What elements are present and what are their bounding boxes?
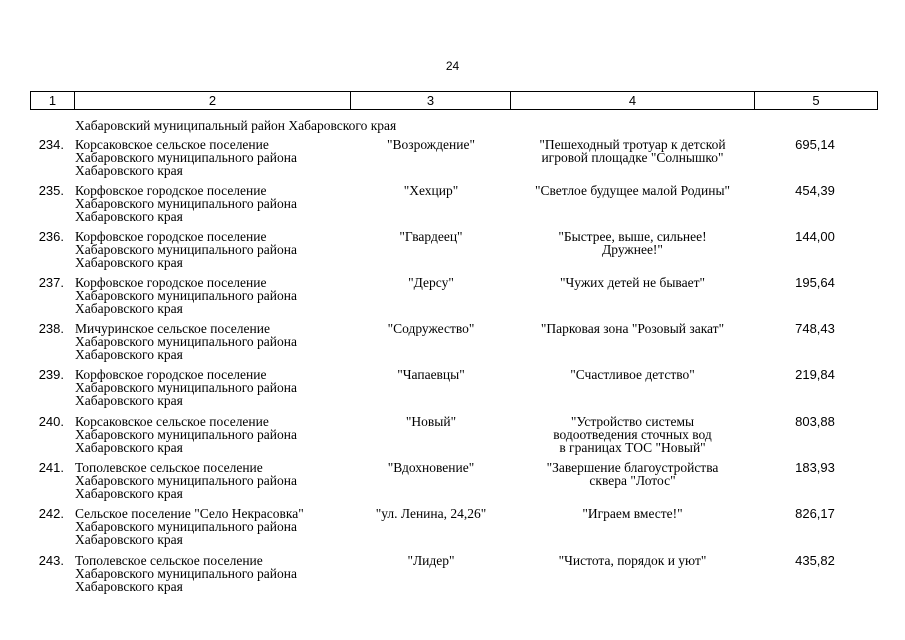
settlement-name [75,415,350,454]
project-name [511,230,754,256]
project-name-line: "Чистота, порядок и уют" [558,553,707,568]
tos-name: "Гвардеец" [399,229,463,244]
settlement-name-line: Корфовское городское поселение [75,183,267,198]
project-name-line: "Чужих детей не бывает" [559,275,705,290]
settlement-name [75,276,350,315]
tos-name: "ул. Ленина, 24,26" [375,506,487,521]
grant-amount: 454,39 [795,183,835,198]
settlement-name-line: Хабаровского муниципального района [75,473,297,488]
settlement-name [75,138,350,177]
project-name [511,138,754,164]
settlement-name-line: Корфовское городское поселение [75,275,267,290]
grant-amount: 695,14 [795,137,835,152]
tos-name: "Хехцир" [403,183,459,198]
grant-amount: 183,93 [795,460,835,475]
settlement-name [75,461,350,500]
settlement-name-line: Хабаровского края [75,440,183,455]
tos-name: "Дерсу" [408,275,454,290]
header-col-1: 1 [31,92,75,110]
settlement-name-line: Хабаровского муниципального района [75,380,297,395]
tos-name: "Чапаевцы" [397,367,465,382]
settlement-name [75,368,350,407]
settlement-name-line: Хабаровского муниципального района [75,242,297,257]
project-name-line: "Играем вместе!" [582,506,683,521]
project-name [511,276,754,289]
header-col-2: 2 [75,92,351,110]
tos-name: "Новый" [405,414,457,429]
row-number: 239. [38,367,64,382]
project-name [511,184,754,197]
settlement-name-line: Хабаровского муниципального района [75,566,297,581]
grant-amount: 748,43 [795,321,835,336]
grant-amount: 219,84 [795,367,835,382]
row-number: 235. [38,183,64,198]
header-col-5: 5 [755,92,878,110]
row-number: 242. [38,506,64,521]
row-number: 234. [38,137,64,152]
settlement-name-line: Хабаровского муниципального района [75,334,297,349]
settlement-name-line: Корфовское городское поселение [75,367,267,382]
settlement-name-line: Хабаровского края [75,486,183,501]
settlement-name-line: Хабаровского края [75,255,183,270]
region-title: Хабаровский муниципальный район Хабаровского края [75,118,397,133]
project-name [511,554,754,567]
settlement-name-line: Корсаковское сельское поселение [75,137,269,152]
row-number: 237. [38,275,64,290]
settlement-name-line: Хабаровского края [75,301,183,316]
tos-name: "Возрождение" [387,137,475,152]
project-name-line: "Завершение благоустройства [546,460,719,475]
project-name-line: водоотведения сточных вод [553,427,712,442]
settlement-name-line: Корфовское городское поселение [75,229,267,244]
row-number: 238. [38,321,64,336]
settlement-name-line: Хабаровского края [75,209,183,224]
project-name [511,415,754,454]
header-col-4: 4 [511,92,755,110]
grant-amount: 435,82 [795,553,835,568]
row-number: 240. [38,414,64,429]
project-name-line: в границах ТОС "Новый" [559,440,706,455]
settlement-name [75,322,350,361]
settlement-name-line: Хабаровского края [75,579,183,594]
project-name-line: игровой площадке "Солнышко" [541,150,724,165]
settlement-name-line: Тополевское сельское поселение [75,460,263,475]
grant-amount: 195,64 [795,275,835,290]
grant-amount: 144,00 [795,229,835,244]
row-number: 243. [38,553,64,568]
settlement-name-line: Хабаровского муниципального района [75,150,297,165]
tos-name: "Содружество" [387,321,475,336]
settlement-name-line: Хабаровского муниципального района [75,288,297,303]
settlement-name-line: Хабаровского муниципального района [75,519,297,534]
settlement-name-line: Хабаровского края [75,347,183,362]
header-col-3: 3 [351,92,511,110]
project-name-line: "Парковая зона "Розовый закат" [540,321,725,336]
settlement-name-line: Хабаровского края [75,532,183,547]
project-name-line: сквера "Лотос" [589,473,676,488]
settlement-name-line: Мичуринское сельское поселение [75,321,270,336]
row-number: 236. [38,229,64,244]
settlement-name-line: Тополевское сельское поселение [75,553,263,568]
settlement-name-line: Хабаровского края [75,163,183,178]
row-number: 241. [38,460,64,475]
settlement-name [75,554,350,593]
project-name-line: Дружнее!" [602,242,663,257]
grant-amount: 803,88 [795,414,835,429]
project-name [511,507,754,520]
project-name [511,322,754,335]
project-name-line: "Счастливое детство" [570,367,695,382]
column-number-header [30,91,878,110]
project-name-line: "Светлое будущее малой Родины" [534,183,731,198]
project-name-line: "Быстрее, выше, сильнее! [558,229,707,244]
project-name-line: "Пешеходный тротуар к детской [539,137,726,152]
settlement-name [75,507,350,546]
page-number: 24 [445,59,460,73]
settlement-name-line: Хабаровского края [75,393,183,408]
settlement-name [75,230,350,269]
project-name-line: "Устройство системы [570,414,695,429]
settlement-name [75,184,350,223]
tos-name: "Лидер" [407,553,455,568]
settlement-name-line: Хабаровского муниципального района [75,196,297,211]
settlement-name-line: Хабаровского муниципального района [75,427,297,442]
tos-name: "Вдохновение" [387,460,475,475]
project-name [511,461,754,487]
project-name [511,368,754,381]
settlement-name-line: Корсаковское сельское поселение [75,414,269,429]
grant-amount: 826,17 [795,506,835,521]
settlement-name-line: Сельское поселение "Село Некрасовка" [75,506,304,521]
